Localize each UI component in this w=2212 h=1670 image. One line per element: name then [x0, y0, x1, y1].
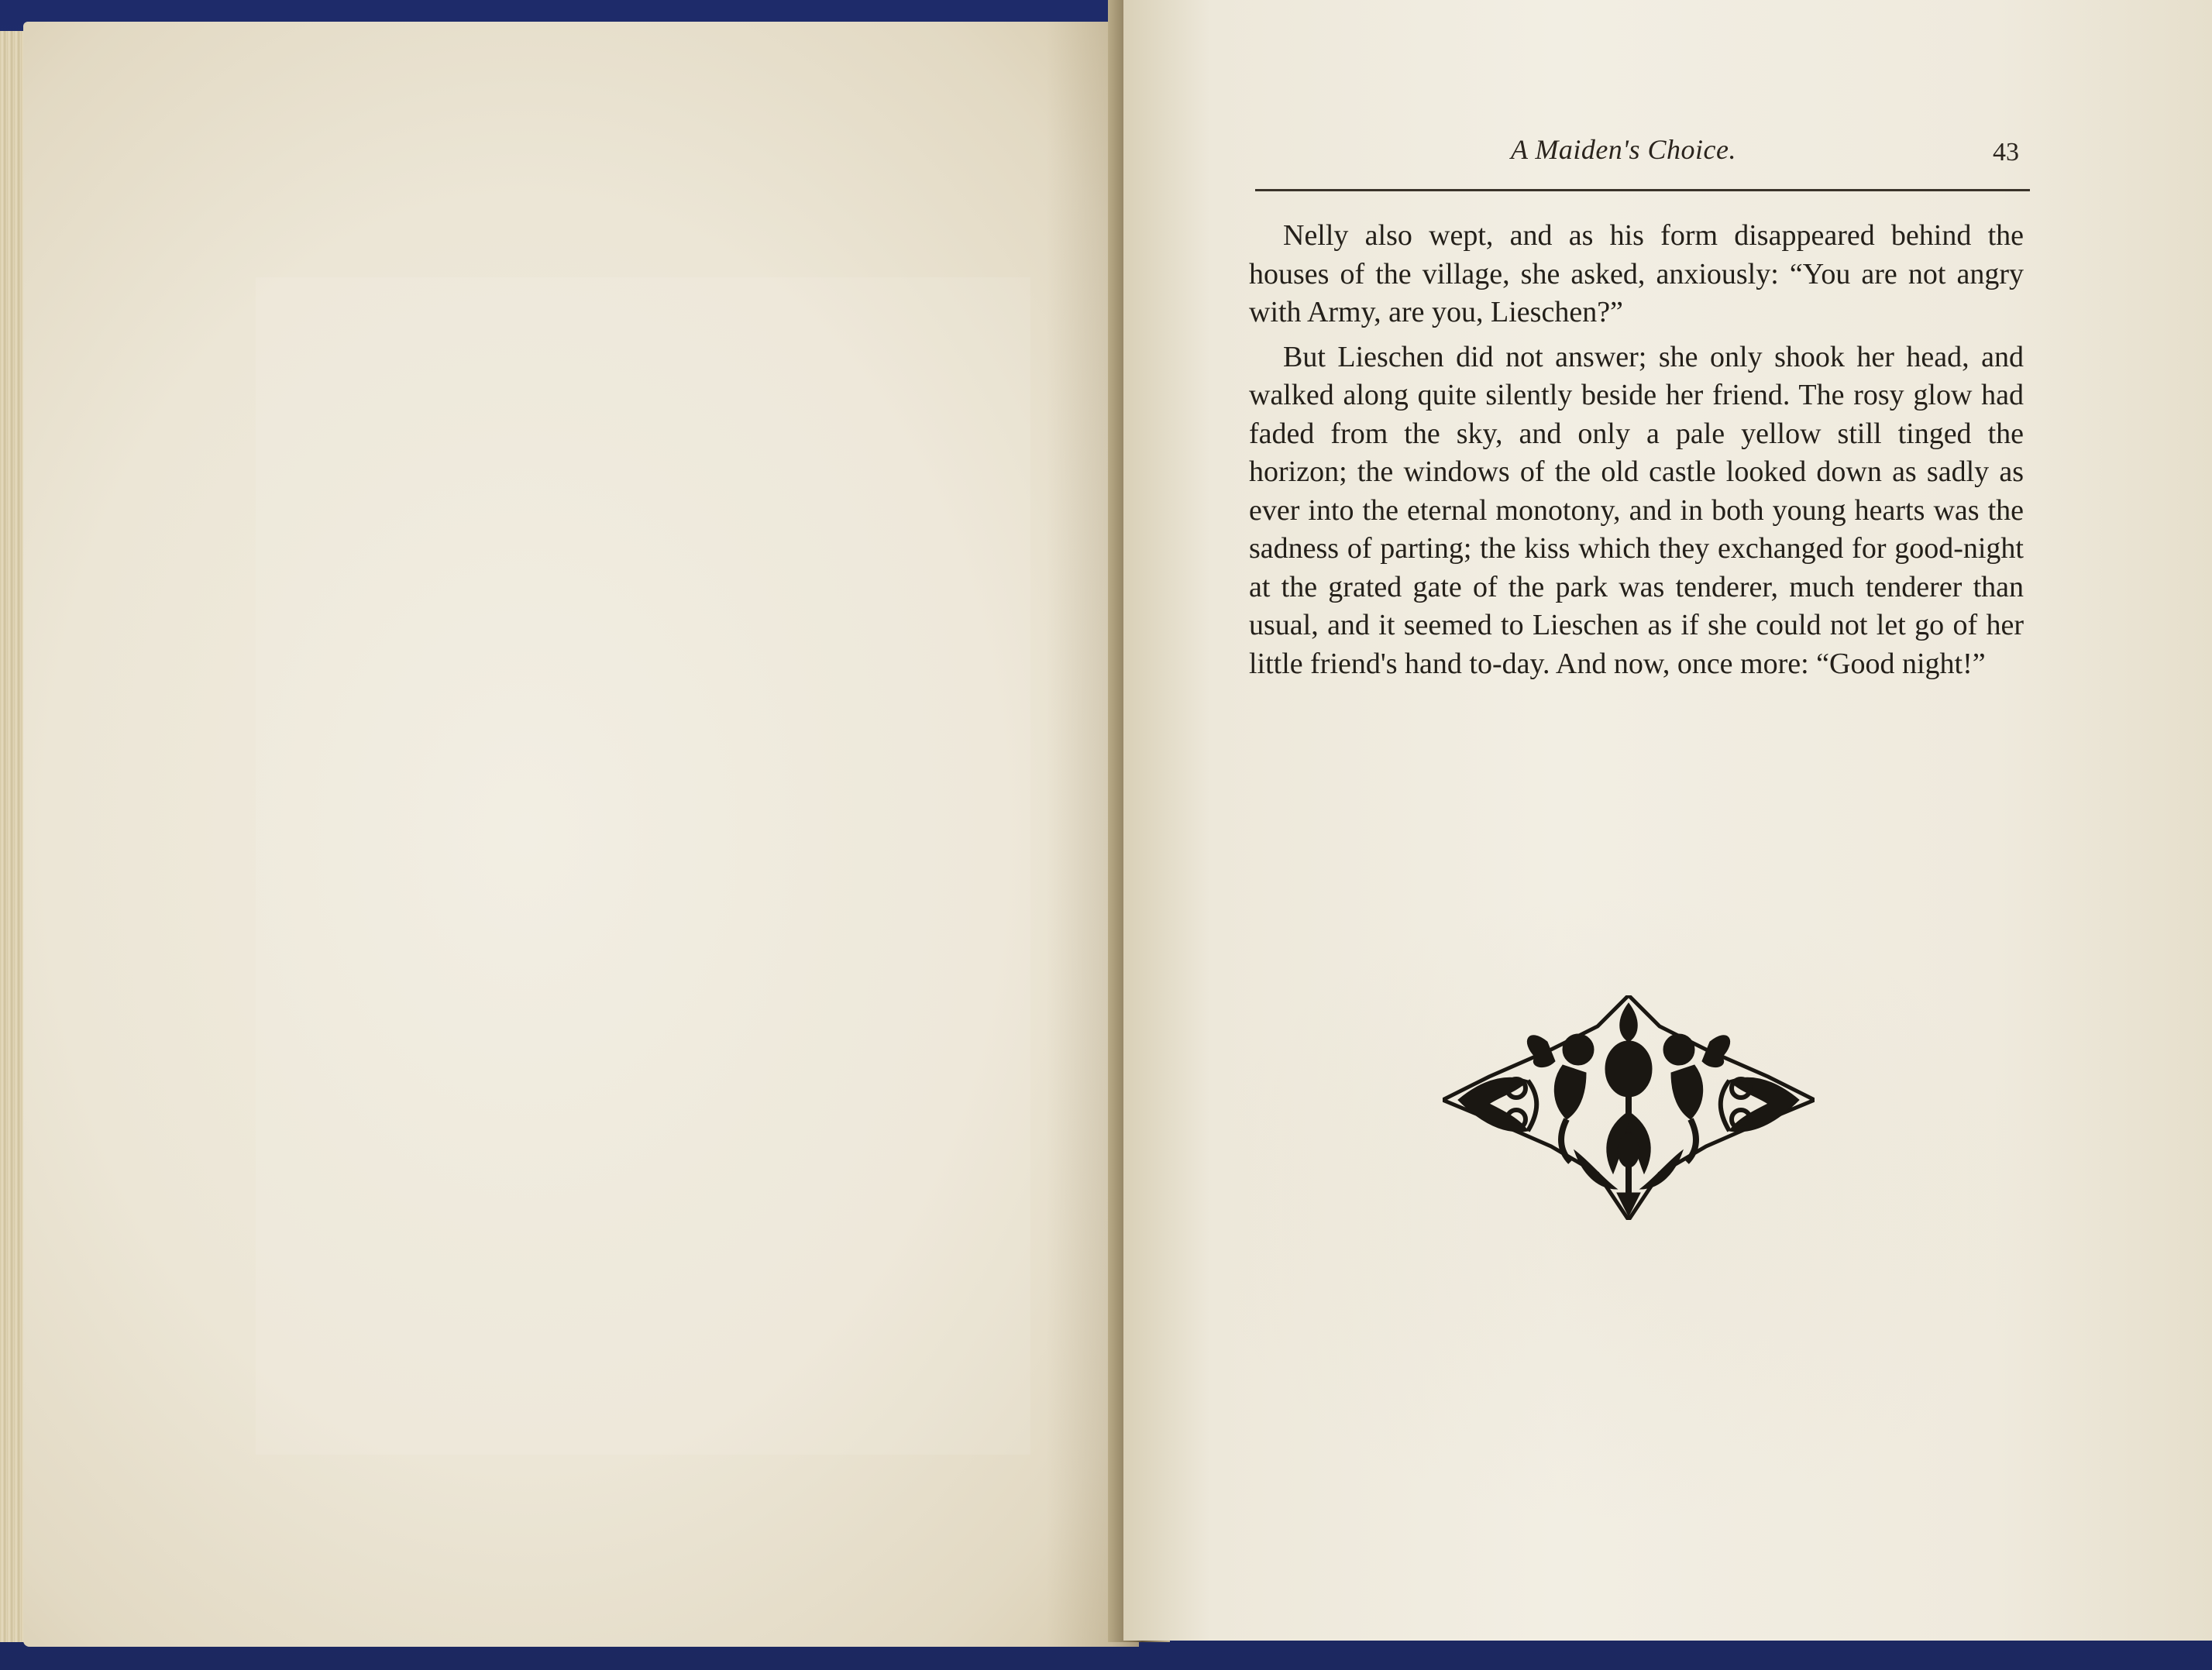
left-page-inner [256, 277, 1030, 1455]
paragraph-2: But Lieschen did not answer; she only shook her head, and walked along quite silently beside her friend. The rosy glow had faded from the sky, and only a pale yellow still tinged the horizon; the windows of the old castle looked down as sadly as ever into the eternal monotony, and in both young hearts was the sadness of parting; the kiss which they exchanged for good-night at the grated gate of the park was tenderer, much tenderer than usual, and it seemed to Lieschen as if she could not let go of her little friend's hand to-day. And now, once more: “Good night!” [1249, 340, 2024, 680]
page-number: 43 [1993, 138, 2019, 167]
page-header [1255, 133, 2030, 180]
running-title: A Maiden's Choice. [1511, 134, 1736, 165]
body-text [1249, 217, 2024, 689]
paragraph-1: Nelly also wept, and as his form disappeared behind the houses of the village, she asked, anxiously: “You are not angry with Army, are you, Lieschen?” [1249, 219, 2024, 328]
left-page-blank [23, 22, 1139, 1647]
cherub-tailpiece-ornament-icon [1443, 995, 1815, 1220]
header-rule [1255, 189, 2030, 191]
